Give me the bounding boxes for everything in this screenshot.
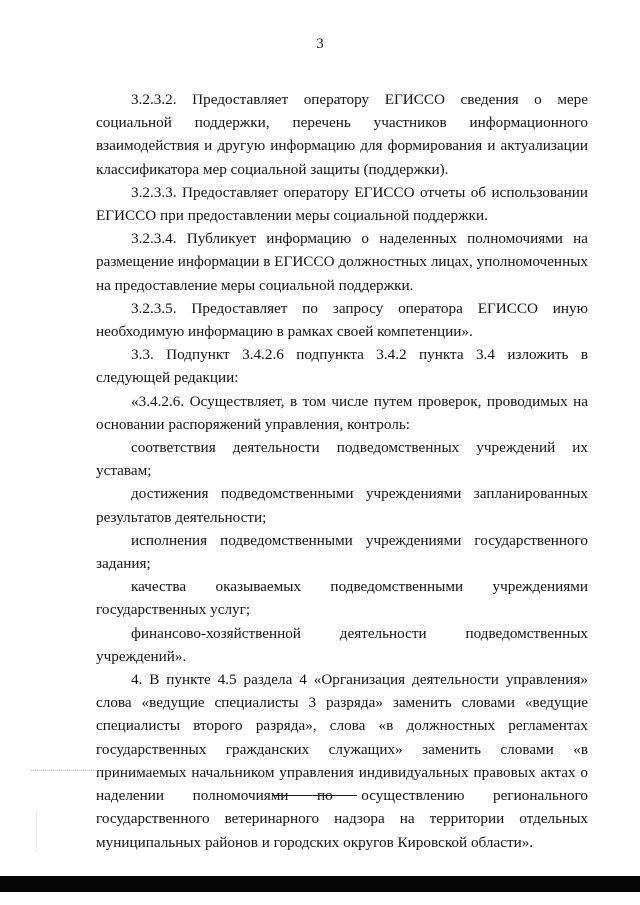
end-separator-line [272,795,357,796]
scan-bottom-edge [0,876,640,892]
paragraph-3-4-2-6: «3.4.2.6. Осуществляет, в том числе путем проверок, проводимых на основании распоряжений управления, контроль: [96,392,588,433]
paragraph-control-item-1: соответствия деятельности подведомственных учреждений их уставам; [96,439,588,480]
scan-noise [30,770,160,775]
page-number: 3 [316,36,324,52]
paragraph-3-2-3-5: 3.2.3.5. Предоставляет по запросу оператора ЕГИССО иную необходимую информацию в рамках своей компетенции». [96,299,588,341]
document-body [96,88,588,854]
paragraph-3-3: 3.3. Подпункт 3.4.2.6 подпункта 3.4.2 пункта 3.4 изложить в следующей редакции: [96,346,588,387]
paragraph-control-item-3: исполнения подведомственными учреждениями государственного задания; [96,531,588,573]
paragraph-control-item-2: достижения подведомственными учреждениями запланированных результатов деятельности; [96,485,588,526]
scan-noise-vertical [36,812,39,852]
paragraph-3-2-3-4: 3.2.3.4. Публикует информацию о наделенных полномочиями на размещение информации в ЕГИССО должностных лицах, уполномоченных на предоставление меры социальной поддержки. [96,230,588,294]
paragraph-3-2-3-3: 3.2.3.3. Предоставляет оператору ЕГИССО отчеты об использовании ЕГИССО при предоставлении меры социальной поддержки. [96,183,588,225]
paragraph-4: 4. В пункте 4.5 раздела 4 «Организация деятельности управления» слова «ведущие специалисты 3 разряда» заменить словами «ведущие специалисты второго разряда», слова «в должностных регламентах государственных гражданских служащих» заменить словами «в принимаемых начальником управления индивидуальных правовых актах о наделении полномочиями по осуществлению регионального государственного ветеринарного надзора на территории отдельных муниципальных районов и городских округов Кировской области». [96,671,588,851]
paragraph-3-2-3-2: 3.2.3.2. Предоставляет оператору ЕГИССО сведения о мере социальной поддержки, перечень участников информационного взаимодействия и другую информацию для формирования и актуализации классификатора мер социальной защиты (поддержки). [96,91,588,178]
paragraph-control-item-5: финансово-хозяйственной деятельности подведомственных учреждений». [96,624,588,665]
paragraph-control-item-4: качества оказываемых подведомственными учреждениями государственных услуг; [96,578,588,619]
